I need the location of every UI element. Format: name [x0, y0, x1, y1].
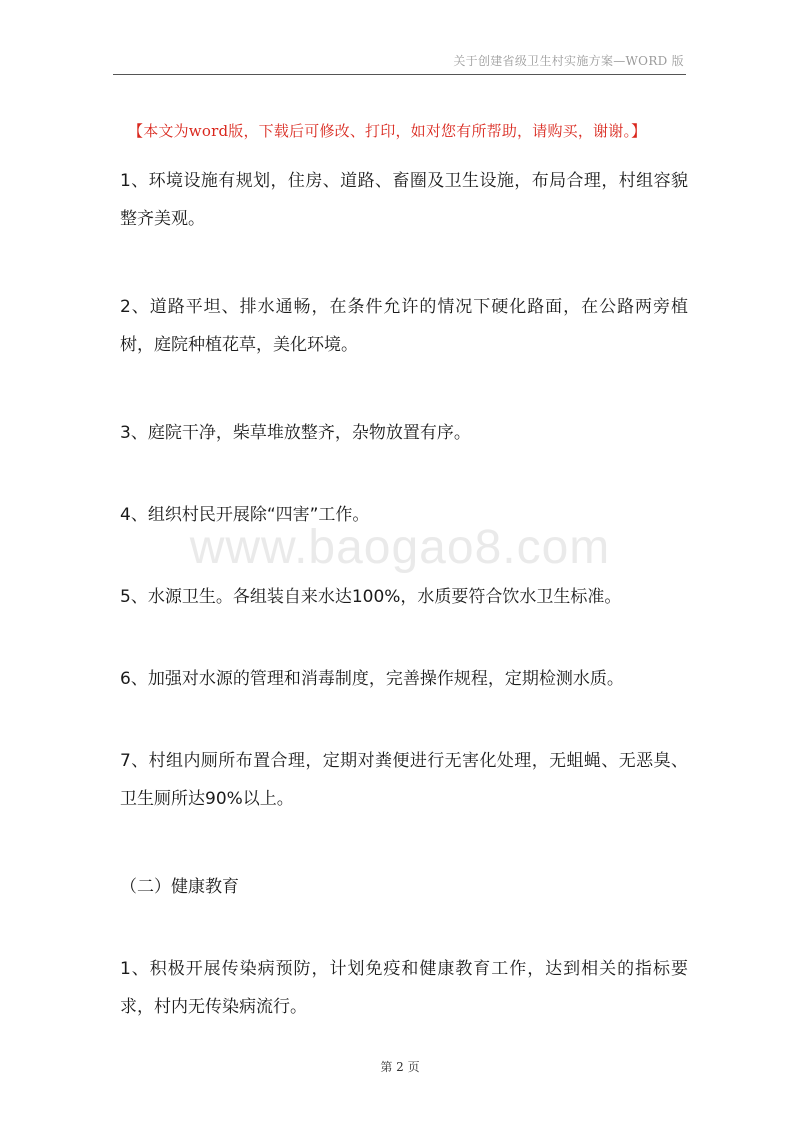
- paragraph-3: 3、庭院干净，柴草堆放整齐，杂物放置有序。: [120, 423, 471, 443]
- paragraph-4: 4、组织村民开展除“四害”工作。: [120, 505, 370, 525]
- section-heading: （二）健康教育: [120, 877, 239, 897]
- page-number: 第 2 页: [380, 1060, 420, 1074]
- document-body: [120, 162, 688, 1076]
- paragraph-8: 1、积极开展传染病预防，计划免疫和健康教育工作，达到相关的指标要求，村内无传染病流行。: [120, 959, 688, 1017]
- paragraph-5: 5、水源卫生。各组装自来水达100%，水质要符合饮水卫生标准。: [120, 587, 622, 607]
- paragraph-1: 1、环境设施有规划，住房、道路、畜圈及卫生设施，布局合理，村组容貌整齐美观。: [120, 171, 688, 229]
- paragraph-6: 6、加强对水源的管理和消毒制度，完善操作规程，定期检测水质。: [120, 669, 624, 689]
- paragraph-2: 2、道路平坦、排水通畅，在条件允许的情况下硬化路面，在公路两旁植树，庭院种植花草，美化环境。: [120, 297, 688, 355]
- paragraph-7: 7、村组内厕所布置合理，定期对粪便进行无害化处理，无蛆蝇、无恶臭、卫生厕所达90%以上。: [120, 751, 688, 809]
- header-divider: [113, 74, 686, 75]
- purchase-notice: 【本文为word版，下载后可修改、打印，如对您有所帮助，请购买，谢谢。】: [128, 122, 647, 140]
- running-header: 关于创建省级卫生村实施方案—WORD 版: [453, 54, 684, 68]
- watermark: www.baogao8.com: [189, 521, 611, 574]
